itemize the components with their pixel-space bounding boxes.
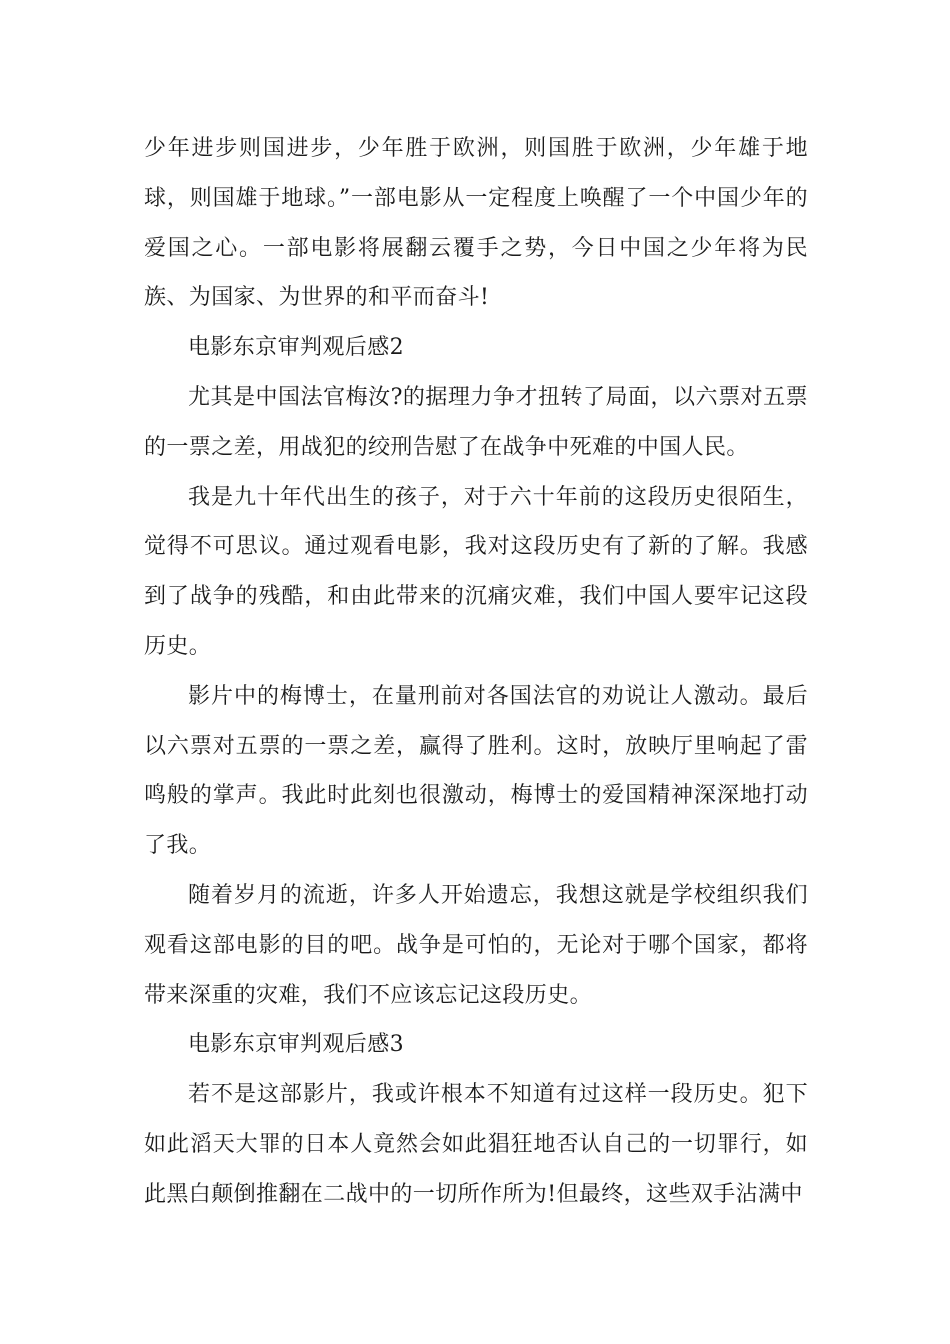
paragraph-continuation: 少年进步则国进步，少年胜于欧洲，则国胜于欧洲，少年雄于地球，则国雄于地球。”一部电影从一定程度上唤醒了一个中国少年的爱国之心。一部电影将展翻云覆手之势，今日中国之少年将为民族、为国家、为世界的和平而奋斗! — [144, 136, 808, 311]
paragraph: 尤其是中国法官梅汝?的据理力争才扭转了局面，以六票对五票的一票之差，用战犯的绞刑告慰了在战争中死难的中国人民。 — [144, 384, 808, 460]
document-body — [144, 124, 808, 1220]
paragraph: 我是九十年代出生的孩子，对于六十年前的这段历史很陌生，觉得不可思议。通过观看电影，我对这段历史有了新的了解。我感到了战争的残酷，和由此带来的沉痛灾难，我们中国人要牢记这段历史。 — [144, 484, 808, 659]
section-heading-2: 电影东京审判观后感2 — [188, 335, 404, 361]
section-heading-3: 电影东京审判观后感3 — [188, 1032, 404, 1058]
paragraph: 若不是这部影片，我或许根本不知道有过这样一段历史。犯下如此滔天大罪的日本人竟然会如此猖狂地否认自己的一切罪行，如此黑白颠倒推翻在二战中的一切所作所为!但最终，这些双手沾满中 — [144, 1082, 808, 1207]
paragraph: 随着岁月的流逝，许多人开始遗忘，我想这就是学校组织我们观看这部电影的目的吧。战争是可怕的，无论对于哪个国家，都将带来深重的灾难，我们不应该忘记这段历史。 — [144, 882, 808, 1008]
paragraph: 影片中的梅博士，在量刑前对各国法官的劝说让人激动。最后以六票对五票的一票之差，赢得了胜利。这时，放映厅里响起了雷鸣般的掌声。我此时此刻也很激动，梅博士的爱国精神深深地打动了我。 — [144, 683, 808, 859]
